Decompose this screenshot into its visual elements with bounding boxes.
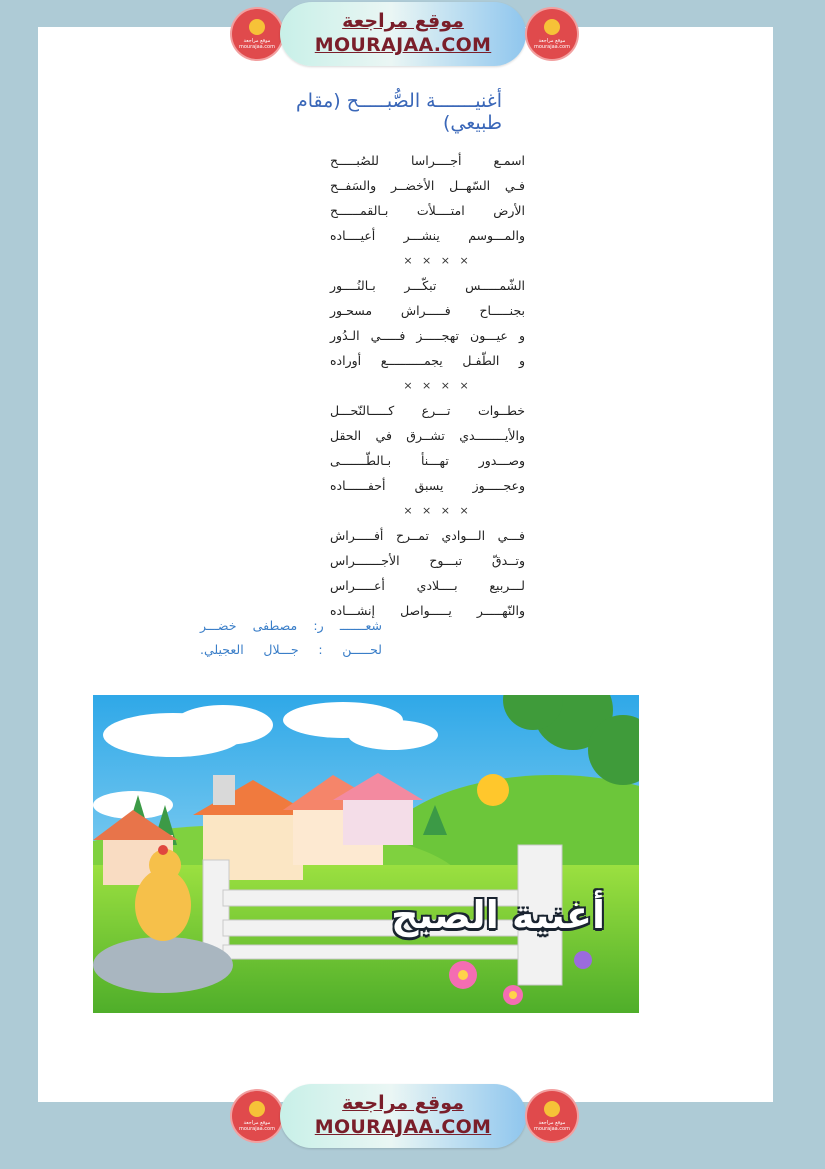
poem-line: اسمـع أجــــراسا للصُبـــــح bbox=[330, 153, 525, 168]
poem-line: فـي السّهــل الأخضــر والسَفــح bbox=[330, 178, 525, 193]
poem-line: الأرض امتــــلأت بـالقمــــــح bbox=[330, 203, 525, 218]
poem-line: وتــدقّ تبـــوح الأجـــــــراس bbox=[330, 553, 525, 568]
logo-icon bbox=[544, 19, 560, 35]
site-logo-badge bbox=[527, 1091, 577, 1141]
illustration-title: أغنية الصبح bbox=[391, 893, 605, 937]
site-name-arabic[interactable]: موقع مراجعة bbox=[342, 10, 464, 32]
poem-line: وعجـــــوز يسبق أحفــــــاده bbox=[330, 478, 525, 493]
poem-line: بجنـــــاح فـــــراش مسحـور bbox=[330, 303, 525, 318]
site-logo-badge bbox=[527, 9, 577, 59]
song-title: أغنيـــــــة الصُّبـــــح (مقام طبيعي) bbox=[295, 90, 502, 134]
badge-text: موقع مراجعة mourajaa.com bbox=[238, 1120, 275, 1132]
stanza-separator: × × × × bbox=[403, 504, 472, 517]
poem-line: الشّمـــــس تبكّـــر بـالنُــــور bbox=[330, 278, 525, 293]
stanza-separator: × × × × bbox=[403, 254, 472, 267]
illustration-art bbox=[93, 695, 639, 1013]
poem-line: لـــربيع بــــلادي أعـــــراس bbox=[330, 578, 525, 593]
poem-line: فـــي الـــوادي تمــرح أفـــــراش bbox=[330, 528, 525, 543]
poem-line: و الطّفـل يجمــــــــــع أوراده bbox=[330, 353, 525, 368]
poem-line: والمـــوسم ينشـــر أعيــــاده bbox=[330, 228, 525, 243]
logo-icon bbox=[249, 19, 265, 35]
poem-line: والنّهـــــر يـــــواصل إنشـــاده bbox=[330, 603, 525, 618]
site-name-pill[interactable] bbox=[280, 1084, 526, 1148]
stanza-separator: × × × × bbox=[403, 379, 472, 392]
site-banner-bottom[interactable] bbox=[230, 1082, 580, 1152]
logo-icon bbox=[249, 1101, 265, 1117]
badge-text: موقع مراجعة mourajaa.com bbox=[533, 38, 570, 50]
logo-icon bbox=[544, 1101, 560, 1117]
poem-line: و عيـــون تهجـــــز فـــــي الـدُور bbox=[330, 328, 525, 343]
site-name-arabic[interactable]: موقع مراجعة bbox=[342, 1092, 464, 1114]
poem-line: خطــوات تـــرع كـــــالنّحـــل bbox=[330, 403, 525, 418]
site-name-pill[interactable] bbox=[280, 2, 526, 66]
site-banner-top[interactable] bbox=[230, 0, 580, 70]
poem-body bbox=[330, 148, 525, 623]
poem-line: وصـــدور تهـــنأ بـالطّـــــــى bbox=[330, 453, 525, 468]
poem-line: والأيــــــــدي تشــرق في الحقل bbox=[330, 428, 525, 443]
site-logo-badge bbox=[232, 1091, 282, 1141]
site-name-latin[interactable]: MOURAJAA.COM bbox=[314, 1116, 492, 1138]
badge-text: موقع مراجعة mourajaa.com bbox=[238, 38, 275, 50]
site-name-latin[interactable]: MOURAJAA.COM bbox=[314, 34, 492, 56]
poet-credit: شعـــــــ ر: مصطفى خضـــر bbox=[200, 618, 382, 633]
site-logo-badge bbox=[232, 9, 282, 59]
composer-credit: لحـــــن : جـــلال العجيلي. bbox=[200, 642, 382, 657]
song-illustration bbox=[93, 695, 639, 1013]
badge-text: موقع مراجعة mourajaa.com bbox=[533, 1120, 570, 1132]
